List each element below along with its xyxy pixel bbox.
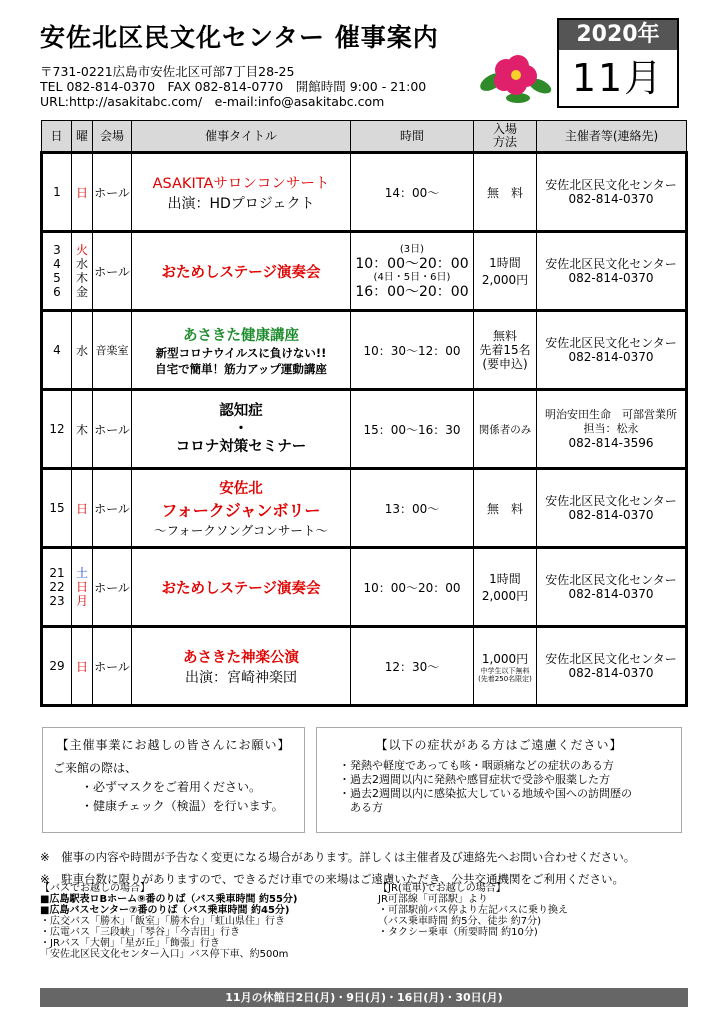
access-line: 「安佐北区民文化センター入口」バス停下車、約500m bbox=[40, 949, 289, 960]
event-venue: ホール bbox=[93, 469, 132, 548]
weekday-item: 水 bbox=[75, 257, 88, 271]
event-organizer bbox=[537, 469, 687, 548]
organizer-phone: 082-814-0370 bbox=[568, 587, 654, 601]
month-label: 11月 bbox=[571, 56, 665, 100]
event-organizer bbox=[537, 390, 687, 469]
event-subtitle: 出演：HDプロジェクト bbox=[167, 195, 315, 212]
symptom-notice-box bbox=[316, 727, 682, 833]
weekday-item: 土 bbox=[75, 566, 88, 580]
access-line: ・広交バス「勝木」「飯室」「勝木台」「虹山県住」行き bbox=[40, 916, 285, 927]
event-title-cell bbox=[132, 153, 351, 232]
event-date-list: 21 22 23 bbox=[49, 566, 65, 608]
request-notice-heading: 【主催事業にお越しの皆さんにお願い】 bbox=[56, 738, 291, 752]
organizer-contact-person: 担当：松永 bbox=[583, 422, 639, 435]
event-organizer bbox=[537, 548, 687, 627]
organizer-phone: 082-814-0370 bbox=[568, 350, 654, 364]
access-heading: 【JR(電車)でお越しの場合】 bbox=[378, 883, 506, 894]
access-line: ・JRバス「大朝」「星が丘」「飾張」行き bbox=[40, 938, 220, 949]
access-line: ・タクシー乗車（所要時間 約10分) bbox=[378, 927, 538, 938]
event-admission bbox=[474, 232, 537, 311]
event-title-separator: ・ bbox=[233, 421, 249, 437]
access-line: ・広電バス「三段峡」「琴谷」「今吉田」行き bbox=[40, 927, 240, 938]
request-notice-body bbox=[53, 759, 304, 816]
symptom-item: ・過去2週間以内に発熱や感冒症状で受診や服薬した方 bbox=[339, 773, 610, 786]
col-header-weekday: 曜 bbox=[72, 121, 93, 153]
opening-hours: 開館時間 9:00 - 21:00 bbox=[295, 79, 427, 94]
weekday-item: 木 bbox=[75, 271, 88, 285]
organizer-phone: 082-814-0370 bbox=[568, 508, 654, 522]
access-heading: 【バスでお越しの場合】 bbox=[40, 883, 150, 894]
address: 〒731-0221広島市安佐北区可部7丁目28-25 bbox=[40, 64, 295, 79]
event-organizer bbox=[537, 232, 687, 311]
admission-line: 2,000円 bbox=[481, 273, 529, 287]
col-header-date: 日 bbox=[42, 121, 72, 153]
event-weekday: 日 bbox=[72, 469, 93, 548]
admission-line: 1時間 bbox=[489, 572, 521, 586]
event-title: あさきた神楽公演 bbox=[183, 649, 299, 666]
weekday-item: 火 bbox=[75, 243, 88, 257]
event-time: 15：00〜16：30 bbox=[351, 390, 474, 469]
event-time: 13：00〜 bbox=[351, 469, 474, 548]
access-line: ・可部駅前バス停より左記バスに乗り換え bbox=[378, 905, 568, 916]
event-date: 15 bbox=[42, 469, 72, 548]
phone-line bbox=[40, 79, 426, 94]
camellia-flower-icon bbox=[478, 50, 552, 104]
request-notice-intro: ご来館の際は、 bbox=[53, 761, 138, 775]
bus-access-info bbox=[40, 883, 298, 960]
event-date bbox=[42, 548, 72, 627]
admission-note: 中学生以下無料 bbox=[480, 666, 530, 675]
time-note: (4日・5日・6日) bbox=[373, 272, 451, 283]
note-item: ※ 催事の内容や時間が予告なく変更になる場合があります。詳しくは主催者及び連絡先へお問い合わせください。 bbox=[40, 850, 636, 864]
event-title: 認知症 bbox=[219, 403, 263, 419]
organizer-phone: 082-814-0370 bbox=[568, 192, 654, 206]
organizer-phone: 082-814-0370 bbox=[568, 271, 654, 285]
time-range: 16：00〜20：00 bbox=[355, 284, 469, 300]
weekday-item: 月 bbox=[75, 594, 88, 608]
event-venue: ホール bbox=[93, 627, 132, 706]
event-subtitle: 〜フォークソングコンサート〜 bbox=[154, 523, 328, 538]
request-notice-item: ・必ずマスクをご着用ください。 bbox=[81, 780, 262, 794]
event-weekday: 日 bbox=[72, 627, 93, 706]
event-title-cell bbox=[132, 311, 351, 390]
table-row bbox=[42, 548, 687, 627]
symptom-item: ・過去2週間以内に感染拡大している地域や国への訪問歴の bbox=[339, 787, 632, 800]
event-subtitle: 自宅で簡単！筋力アップ運動講座 bbox=[155, 361, 327, 376]
organizer-name: 安佐北区民文化センター bbox=[545, 652, 677, 666]
request-notice-item: ・健康チェック（検温）を行います。 bbox=[81, 799, 284, 813]
event-title: 安佐北 bbox=[219, 481, 263, 497]
col-header-venue: 会場 bbox=[93, 121, 132, 153]
symptom-item: ・発熱や軽度であっても咳・咽頭痛などの症状のある方 bbox=[339, 759, 614, 772]
organizer-phone: 082-814-0370 bbox=[568, 666, 654, 680]
event-time bbox=[351, 232, 474, 311]
event-organizer bbox=[537, 627, 687, 706]
event-organizer bbox=[537, 311, 687, 390]
weekday-item: 日 bbox=[75, 580, 88, 594]
access-line: JR可部線「可部駅」より bbox=[378, 894, 488, 905]
organizer-name: 安佐北区民文化センター bbox=[545, 336, 677, 350]
event-date: 12 bbox=[42, 390, 72, 469]
event-admission: 無 料 bbox=[474, 469, 537, 548]
event-subtitle: コロナ対策セミナー bbox=[175, 439, 307, 455]
col-header-admission-label: 入場方法 bbox=[492, 122, 517, 149]
event-title: おためしステージ演奏会 bbox=[161, 580, 321, 597]
event-title: フォークジャンボリー bbox=[161, 501, 321, 520]
month-badge bbox=[557, 18, 679, 108]
event-venue: ホール bbox=[93, 232, 132, 311]
event-admission bbox=[474, 627, 537, 706]
event-title-cell bbox=[132, 390, 351, 469]
organizer-name: 安佐北区民文化センター bbox=[545, 573, 677, 587]
event-subtitle: 新型コロナウイルスに負けない!! bbox=[155, 345, 327, 360]
access-line: ■広島駅表ロBホーム⑨番のりば（バス乗車時間 約55分) bbox=[40, 894, 298, 905]
admission-note: (先着250名限定) bbox=[478, 674, 532, 683]
event-subtitle: 出演：宮崎神楽団 bbox=[185, 669, 297, 686]
organizer-name: 安佐北区民文化センター bbox=[545, 494, 677, 508]
table-row bbox=[42, 627, 687, 706]
table-row bbox=[42, 153, 687, 232]
event-admission bbox=[474, 548, 537, 627]
event-title: おためしステージ演奏会 bbox=[161, 264, 321, 281]
event-time: 10：30〜12：00 bbox=[351, 311, 474, 390]
access-line: （バス乗車時間 約5分、徒歩 約7分) bbox=[378, 916, 541, 927]
col-header-admission bbox=[474, 121, 537, 153]
event-venue: 音楽室 bbox=[93, 311, 132, 390]
access-line: ■広島バスセンター⑦番のりば（バス乗車時間 約45分) bbox=[40, 905, 290, 916]
organizer-name: 安佐北区民文化センター bbox=[545, 178, 677, 192]
event-weekday: 木 bbox=[72, 390, 93, 469]
organizer-name: 安佐北区民文化センター bbox=[545, 257, 677, 271]
event-weekday: 水 bbox=[72, 311, 93, 390]
website-url[interactable]: URL:http://asakitabc.com/ bbox=[40, 94, 203, 109]
event-title: あさきた健康講座 bbox=[183, 327, 299, 344]
event-time: 10：00〜20：00 bbox=[351, 548, 474, 627]
admission-line: 先着15名 bbox=[479, 343, 531, 357]
symptom-notice-body bbox=[339, 759, 681, 815]
event-venue: ホール bbox=[93, 153, 132, 232]
closed-days-footer: 11月の休館日2日(月)・9日(月)・16日(月)・30日(月) bbox=[40, 988, 688, 1007]
event-title: ASAKITAサロンコンサート bbox=[152, 175, 330, 192]
note-item: ※ 駐車台数に限りがありますので、できるだけ車での来場はご遠慮いただき、公共交通機関をご利用ください。 bbox=[40, 872, 624, 886]
admission-line: 2,000円 bbox=[481, 589, 529, 603]
event-date bbox=[42, 232, 72, 311]
table-row bbox=[42, 311, 687, 390]
event-venue: ホール bbox=[93, 390, 132, 469]
weekday-item: 金 bbox=[75, 285, 88, 299]
organizer-name: 明治安田生命 可部営業所 bbox=[545, 408, 677, 421]
col-header-organizer: 主催者等(連絡先) bbox=[537, 121, 687, 153]
symptom-item: ある方 bbox=[339, 801, 383, 814]
event-date: 1 bbox=[42, 153, 72, 232]
email-address[interactable]: e-mail:info@asakitabc.com bbox=[214, 94, 385, 109]
event-time: 12：30〜 bbox=[351, 627, 474, 706]
event-date-list: 3 4 5 6 bbox=[53, 243, 61, 299]
event-admission: 関係者のみ bbox=[474, 390, 537, 469]
table-header-row bbox=[42, 121, 687, 153]
event-organizer bbox=[537, 153, 687, 232]
time-note: (3日) bbox=[399, 244, 425, 255]
event-schedule-table bbox=[40, 120, 688, 707]
event-weekday: 日 bbox=[72, 153, 93, 232]
admission-price: 1,000円 bbox=[481, 651, 529, 666]
admission-line: 無料 bbox=[492, 329, 517, 343]
event-admission bbox=[474, 311, 537, 390]
year-label: 2020年 bbox=[559, 20, 677, 50]
event-title-cell bbox=[132, 232, 351, 311]
admission-line: 1時間 bbox=[489, 256, 521, 270]
event-title-cell bbox=[132, 627, 351, 706]
tel-fax: TEL 082-814-0370 FAX 082-814-0770 bbox=[40, 79, 284, 94]
event-time: 14：00〜 bbox=[351, 153, 474, 232]
table-row bbox=[42, 469, 687, 548]
event-title-cell bbox=[132, 548, 351, 627]
event-date: 29 bbox=[42, 627, 72, 706]
event-weekday bbox=[72, 232, 93, 311]
event-admission: 無 料 bbox=[474, 153, 537, 232]
time-range: 10：00〜20：00 bbox=[355, 256, 469, 272]
event-date: 4 bbox=[42, 311, 72, 390]
event-venue: ホール bbox=[93, 548, 132, 627]
col-header-time: 時間 bbox=[351, 121, 474, 153]
contact-info bbox=[40, 64, 426, 109]
organizer-phone: 082-814-3596 bbox=[568, 436, 654, 450]
event-title-cell bbox=[132, 469, 351, 548]
request-notice-box bbox=[42, 727, 305, 833]
page-title: 安佐北区民文化センター 催事案内 bbox=[40, 23, 439, 52]
table-row bbox=[42, 390, 687, 469]
web-line bbox=[40, 94, 426, 109]
admission-line: (要申込) bbox=[482, 357, 528, 371]
train-access-info bbox=[378, 883, 568, 938]
table-row bbox=[42, 232, 687, 311]
symptom-notice-heading: 【以下の症状がある方はご遠慮ください】 bbox=[375, 738, 623, 752]
event-weekday bbox=[72, 548, 93, 627]
col-header-title: 催事タイトル bbox=[132, 121, 351, 153]
